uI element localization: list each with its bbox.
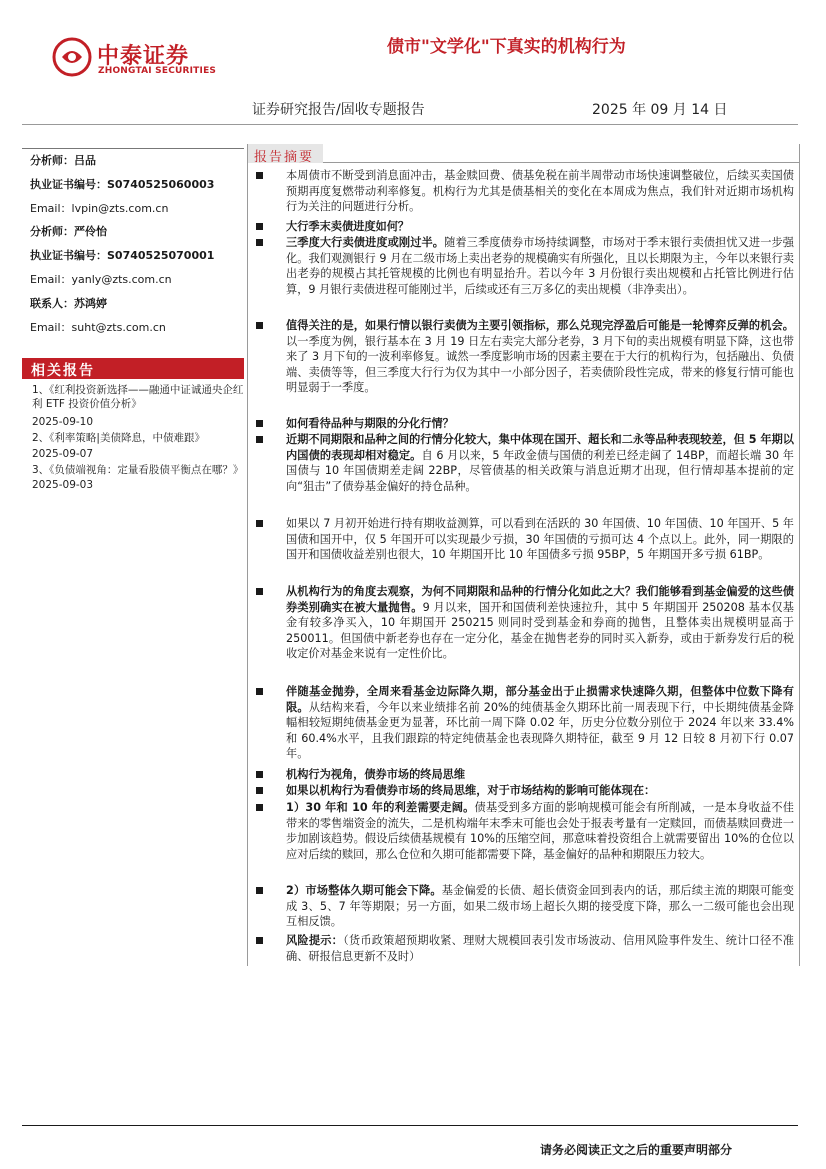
bullet-item: 1）30 年和 10 年的利差需要走阔。债基受到多方面的影响规模可能会有所削减，一是本身收益不佳带来的零售端资金的流失，二是机构端年末季末可能也会处于报表考量有一定赎回，而债基赎回费进一步加剧该趋势。假设后续债基规模有 10%的压缩空间，那意味着投资组合上就需要留出 10%的仓位以应对后续的赎回，那么仓位和久期可能都需要下降，基金偏好的品种和期限压力较大。: [248, 800, 799, 862]
bullet-item: 值得关注的是，如果行情以银行卖债为主要引领指标，那么兑现完浮盈后可能是一轮博弈反弹的机会。以一季度为例，银行基本在 3 月 19 日左右卖完大部分老券，3 月下旬的卖出规模有明显下降，这也带来了 3 月下旬的一波利率修复。诚然一季度影响市场的因素主要在于大行的机构行为，包括融出、负债端、卖债等等，但三季度大行行为仅为其中一小部分因子，若卖债阶段性完成，带来的修复行情可能也明显弱于一季度。: [248, 318, 799, 396]
square-bullet-icon: [256, 436, 263, 443]
analyst-1-email[interactable]: Email：lvpin@zts.com.cn: [30, 202, 169, 215]
bullet-item: 近期不同期限和品种之间的行情分化较大，集中体现在国开、超长和二永等品种表现较差，但 5 年期以内国债的表现却相对稳定。自 6 月以来，5 年政金债与国债的利差已经走阔了 14BP，而超长端 30 年国债与 10 年国债期差走阔 22BP，尽管债基的相关政策与消息近期才出现，但行情却基本提前的定向“狙击”了债券基金偏好的持仓品种。: [248, 432, 799, 494]
bullet-item: 机构行为视角，债券市场的终局思维: [248, 767, 799, 783]
disclaimer-notice: 请务必阅读正文之后的重要声明部分: [540, 1143, 733, 1157]
related-reports-header: 相关报告: [22, 358, 244, 379]
related-report-1-date: 2025-09-10: [32, 416, 94, 428]
square-bullet-icon: [256, 172, 263, 179]
bullet-item: 从机构行为的角度去观察，为何不同期限和品种的行情分化如此之大？我们能够看到基金偏爱的这些债券类别确实在被大量抛售。9 月以来，国开和国债利差快速拉升，其中 5 年期国开 250208 基本仅基金有较多净买入，10 年期国开 250215 则同时受到基金和券商的抛售，且整体卖出规模明显高于 250011。但国债中新老券也存在一定分化，基金在抛售老券的同时买入新券，或由于新券发行后的税收定价对基金来说有一定性价比。: [248, 584, 799, 662]
square-bullet-icon: [256, 937, 263, 944]
analyst-2-cert: 执业证书编号：S0740525070001: [30, 249, 215, 262]
square-bullet-icon: [256, 420, 263, 427]
header-divider: [22, 124, 798, 125]
bullet-item: 2）市场整体久期可能会下降。基金偏爱的长债、超长债资金回到表内的话，那后续主流的期限可能变成 3、5、7 年等期限；另一方面，如果二级市场上超长久期的接受度下降，那么一二级可能也会出现互相反馈。: [248, 883, 799, 930]
analyst-1: 分析师：吕品: [30, 154, 96, 167]
contact-email[interactable]: Email：suht@zts.com.cn: [30, 321, 166, 334]
company-logo: [52, 37, 222, 81]
bullet-item: 三季度大行卖债进度或刚过半。随着三季度债券市场持续调整，市场对于季末银行卖债担忧又进一步强化。我们观测银行 9 月在二级市场上卖出老券的规模确实有所强化，且以长期限为主，今年以来银行卖出老券的规模占其托管规模的比例也有明显抬升。若以今年 3 月份银行卖出规模和占托管比例进行估算，9 月银行卖债进程可能刚过半，后续或还有三万多亿的卖出规模（非净卖出）。: [248, 235, 799, 297]
square-bullet-icon: [256, 771, 263, 778]
related-report-2[interactable]: 2、《利率策略|美债降息，中债难跟》: [32, 432, 205, 444]
contact-person: 联系人：苏鸿婷: [30, 297, 107, 310]
square-bullet-icon: [256, 588, 263, 595]
square-bullet-icon: [256, 887, 263, 894]
summary-title: 报告摘要: [254, 150, 315, 165]
bullet-item: 伴随基金抛券，全周来看基金边际降久期，部分基金出于止损需求快速降久期，但整体中位数下降有限。从结构来看，今年以来业绩排名前 20%的纯债基金久期环比前一周表现下行，中长期纯债基金降幅相较短期纯债基金更为显著，环比前一周下降 0.02 年，历史分位数分别位于 2024 年以来 33.4%和 60.4%水平，且我们跟踪的特定纯债基金也表现降久期特征，截至 9 月 12 日较 8 月初下行 0.07 年。: [248, 684, 799, 762]
square-bullet-icon: [256, 787, 263, 794]
report-summary: [247, 144, 800, 966]
summary-header: [248, 144, 799, 163]
analyst-2: 分析师：严伶怡: [30, 225, 107, 238]
bullet-item: 如果以机构行为看债券市场的终局思维，对于市场结构的影响可能体现在：: [248, 783, 799, 799]
square-bullet-icon: [256, 804, 263, 811]
bullet-item: 本周债市不断受到消息面冲击，基金赎回费、债基免税在前半周带动市场快速调整破位，后续买卖国债预期再度复燃带动利率修复。机构行为尤其是债基相关的变化在本周成为焦点，我们针对近期市场机构行为关注的问题进行分析。: [248, 168, 799, 215]
logo-chinese-name: 中泰证券: [97, 44, 190, 69]
bullet-item: 风险提示：（货币政策超预期收紧、理财大规模回表引发市场波动、信用风险事件发生、统计口径不准确、研报信息更新不及时）: [248, 933, 799, 964]
analyst-1-cert: 执业证书编号：S0740525060003: [30, 178, 215, 191]
page-footer: [0, 1125, 826, 1169]
square-bullet-icon: [256, 322, 263, 329]
bullet-item: 如何看待品种与期限的分化行情？: [248, 416, 799, 432]
report-type: 证券研究报告/固收专题报告: [252, 102, 425, 118]
square-bullet-icon: [256, 239, 263, 246]
footer-divider: [22, 1125, 798, 1126]
zhongtai-logo-icon: [52, 37, 92, 77]
analyst-2-email[interactable]: Email：yanly@zts.com.cn: [30, 273, 172, 286]
report-title: 债市"文学化"下真实的机构行为: [387, 37, 626, 57]
report-date: 2025 年 09 月 14 日: [592, 102, 728, 118]
sidebar-divider: [22, 148, 244, 149]
square-bullet-icon: [256, 223, 263, 230]
related-report-2-date: 2025-09-07: [32, 448, 94, 460]
logo-english-name: ZHONGTAI SECURITIES: [98, 66, 217, 76]
related-report-1[interactable]: 1、《红利投资新选择——融通中证诚通央企红利 ETF 投资价值分析》: [32, 384, 244, 410]
square-bullet-icon: [256, 688, 263, 695]
related-report-3[interactable]: 3、《负债端视角：定量看股债平衡点在哪？》: [32, 464, 244, 476]
bullet-item: 如果以 7 月初开始进行持有期收益测算，可以看到在活跃的 30 年国债、10 年国债、10 年国开、5 年国债和国开中，仅 5 年国开可以实现最少亏损，30 年国债的亏损可达 4 个点以上。此外，同一期限的国开和国债收益差别也很大，10 年期国开比 10 年国债多亏损 95BP，5 年期国开多亏损 61BP。: [248, 516, 799, 563]
related-report-3-date: 2025-09-03: [32, 479, 94, 491]
square-bullet-icon: [256, 520, 263, 527]
report-header: [0, 0, 826, 130]
bullet-item: 大行季末卖债进度如何？: [248, 219, 799, 235]
